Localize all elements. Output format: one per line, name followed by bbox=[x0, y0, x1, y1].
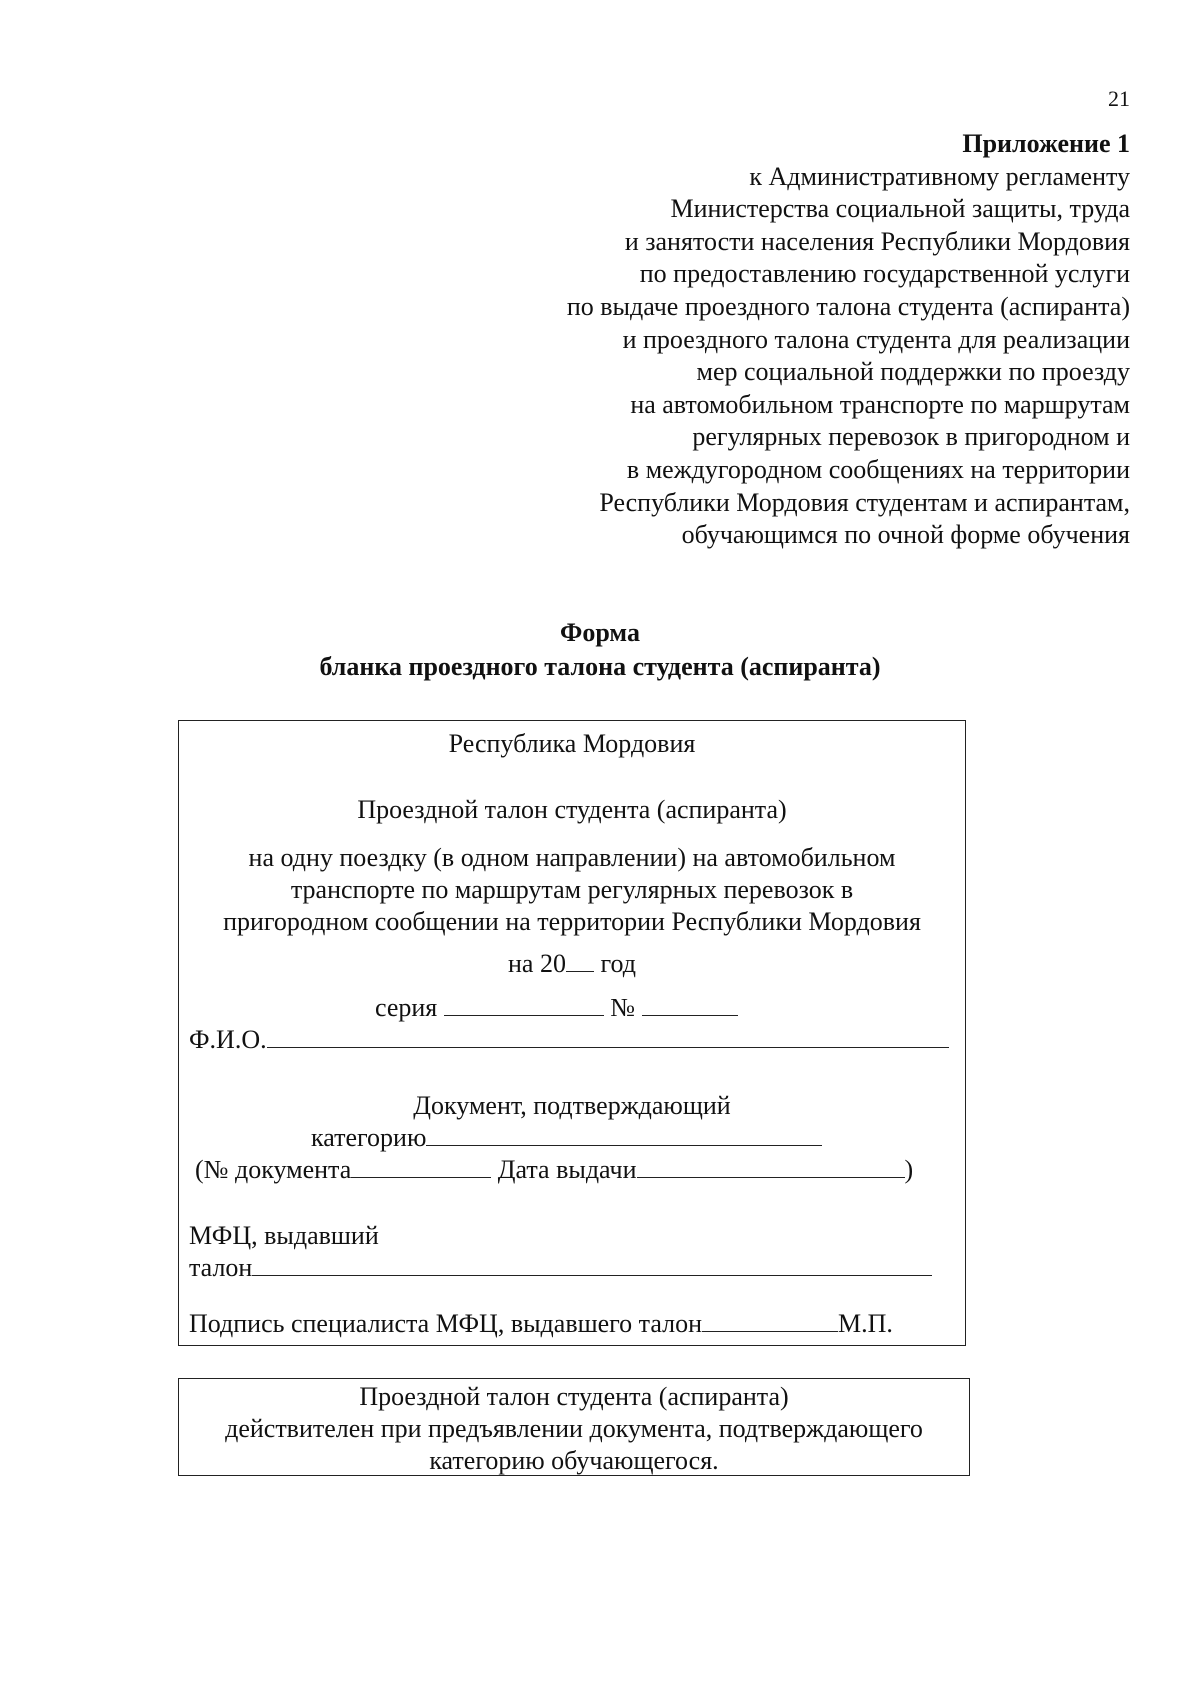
doc-number-label: (№ документа bbox=[195, 1155, 352, 1184]
ticket-title: Проездной талон студента (аспиранта) bbox=[357, 795, 787, 824]
ticket-description-line: на одну поездку (в одном направлении) на автомобильном bbox=[248, 843, 896, 872]
signature-blank[interactable] bbox=[702, 1309, 838, 1332]
year-blank[interactable] bbox=[566, 949, 594, 972]
ticket-description-line: транспорте по маршрутам регулярных перевозок в bbox=[290, 875, 854, 904]
document-label: Документ, подтверждающий bbox=[413, 1091, 731, 1120]
series-label: серия bbox=[375, 993, 438, 1022]
issue-date-blank[interactable] bbox=[637, 1155, 905, 1178]
issue-date-label: Дата выдачи bbox=[497, 1155, 637, 1184]
appendix-line: мер социальной поддержки по проезду bbox=[696, 357, 1130, 387]
appendix-line: по выдаче проездного талона студента (аспиранта) bbox=[566, 291, 1130, 321]
stamp-label: М.П. bbox=[838, 1309, 893, 1338]
appendix-line: и проездного талона студента для реализации bbox=[622, 324, 1130, 354]
ticket-description-line: пригородном сообщении на территории Республики Мордовия bbox=[223, 907, 921, 936]
appendix-header bbox=[430, 128, 1130, 552]
note-line: действителен при предъявлении документа, подтверждающего bbox=[225, 1414, 923, 1443]
note-line: Проездной талон студента (аспиранта) bbox=[359, 1382, 789, 1411]
form-title-line: Форма bbox=[560, 618, 640, 647]
signature-label: Подпись специалиста МФЦ, выдавшего талон bbox=[189, 1309, 703, 1338]
fio-label: Ф.И.О. bbox=[189, 1025, 267, 1054]
form-title bbox=[0, 616, 1200, 684]
appendix-line: обучающимся по очной форме обучения bbox=[681, 520, 1130, 550]
ticket-series-row bbox=[375, 993, 738, 1023]
validity-note bbox=[178, 1378, 970, 1476]
appendix-line: на автомобильном транспорте по маршрутам bbox=[630, 389, 1130, 419]
ticket-fio-row bbox=[179, 1025, 965, 1055]
ticket-form bbox=[178, 720, 966, 1346]
ticket-signature-row bbox=[179, 1309, 965, 1339]
ticket-year-row bbox=[179, 949, 965, 979]
doc-number-blank[interactable] bbox=[351, 1155, 491, 1178]
closing-paren: ) bbox=[904, 1155, 914, 1184]
category-label: категорию bbox=[311, 1123, 427, 1152]
category-blank[interactable] bbox=[426, 1123, 822, 1146]
series-blank[interactable] bbox=[444, 993, 604, 1016]
appendix-line: Республики Мордовия студентам и аспирантам, bbox=[599, 487, 1130, 517]
mfc-talon-label: талон bbox=[189, 1253, 253, 1282]
mfc-blank[interactable] bbox=[252, 1253, 932, 1276]
number-blank[interactable] bbox=[642, 993, 738, 1016]
ticket-mfc-row bbox=[179, 1253, 965, 1283]
ticket-category-row bbox=[311, 1123, 822, 1153]
fio-blank[interactable] bbox=[267, 1025, 949, 1048]
note-line: категорию обучающегося. bbox=[429, 1446, 719, 1475]
appendix-line: Министерства социальной защиты, труда bbox=[670, 194, 1130, 224]
ticket-doc-row bbox=[195, 1155, 913, 1185]
year-suffix: год bbox=[600, 949, 636, 978]
appendix-line: в междугородном сообщениях на территории bbox=[626, 454, 1130, 484]
appendix-line: и занятости населения Республики Мордовия bbox=[624, 226, 1130, 256]
ticket-region: Республика Мордовия bbox=[448, 729, 696, 758]
number-label: № bbox=[610, 993, 636, 1022]
year-prefix: на 20 bbox=[508, 949, 566, 978]
appendix-line: регулярных перевозок в пригородном и bbox=[692, 422, 1130, 452]
mfc-label: МФЦ, выдавший bbox=[189, 1221, 379, 1250]
appendix-line: по предоставлению государственной услуги bbox=[639, 259, 1130, 289]
appendix-heading: Приложение 1 bbox=[962, 129, 1130, 158]
form-title-line: бланка проездного талона студента (аспиранта) bbox=[319, 652, 881, 681]
page-number: 21 bbox=[1108, 86, 1130, 111]
appendix-line: к Административному регламенту bbox=[749, 161, 1130, 191]
